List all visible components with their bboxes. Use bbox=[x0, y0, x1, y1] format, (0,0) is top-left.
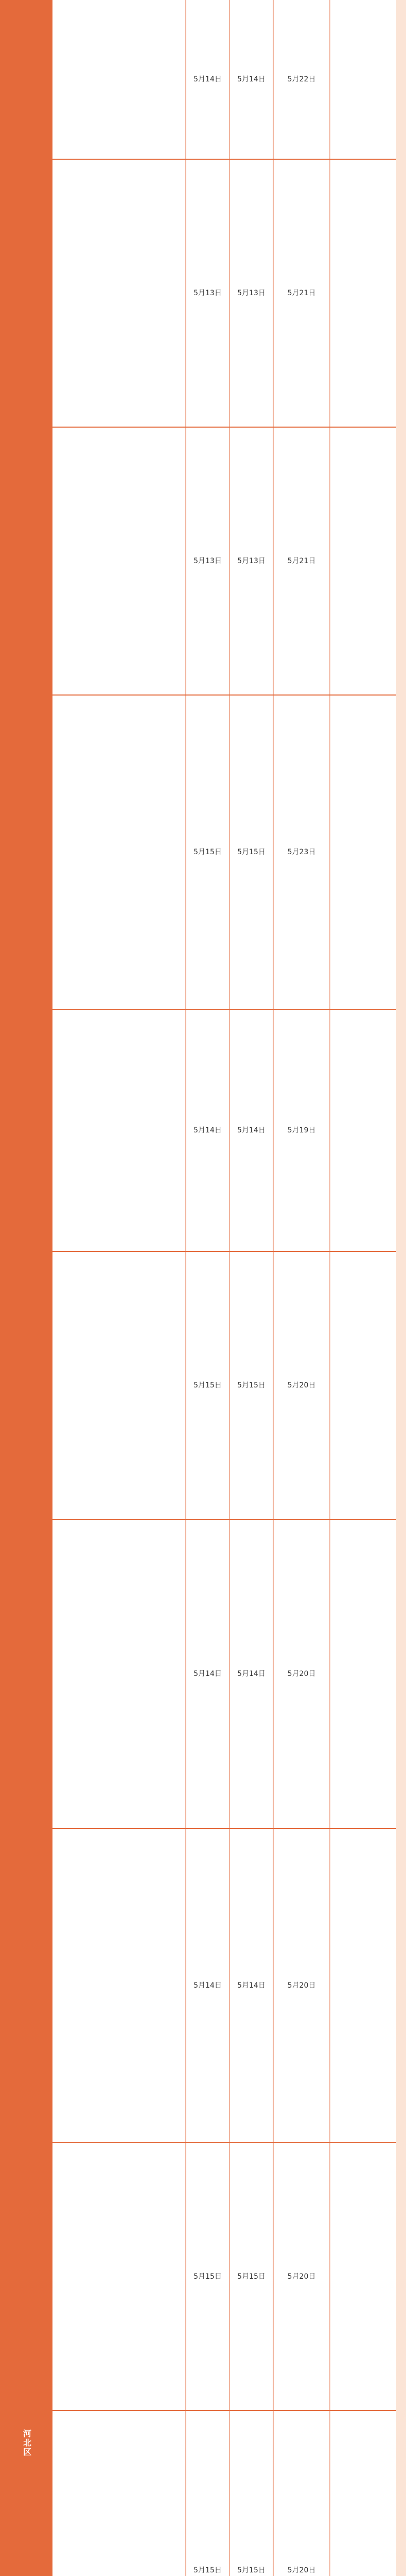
row-date-2: 5月13日 bbox=[230, 428, 274, 694]
row-name bbox=[52, 2411, 186, 2576]
row-date-1: 5月15日 bbox=[186, 1252, 230, 1519]
row-note bbox=[330, 1829, 397, 2142]
row-date-3: 5月19日 bbox=[274, 1010, 330, 1251]
row-date-1: 5月14日 bbox=[186, 1010, 230, 1251]
row-date-2: 5月14日 bbox=[230, 0, 274, 159]
table-row bbox=[52, 428, 397, 696]
district-hebeiqu-label: 河北区 bbox=[1, 1010, 52, 2576]
row-date-2: 5月14日 bbox=[230, 1010, 274, 1251]
table-row bbox=[52, 696, 397, 1010]
right-rail bbox=[396, 0, 406, 2576]
row-name bbox=[52, 2143, 186, 2410]
row-date-3: 5月21日 bbox=[274, 160, 330, 427]
row-name bbox=[52, 1252, 186, 1519]
row-date-3: 5月20日 bbox=[274, 1520, 330, 1828]
row-date-2: 5月14日 bbox=[230, 1520, 274, 1828]
row-date-3: 5月20日 bbox=[274, 1252, 330, 1519]
row-note bbox=[330, 1520, 397, 1828]
row-note bbox=[330, 0, 397, 159]
row-date-1: 5月15日 bbox=[186, 2411, 230, 2576]
table-row bbox=[52, 1252, 397, 1520]
table-sheet bbox=[22, 0, 398, 2576]
row-date-3: 5月20日 bbox=[274, 2411, 330, 2576]
row-date-2: 5月14日 bbox=[230, 1829, 274, 2142]
row-name bbox=[52, 428, 186, 694]
table-row bbox=[52, 1010, 397, 1252]
row-date-1: 5月14日 bbox=[186, 1520, 230, 1828]
row-date-3: 5月22日 bbox=[274, 0, 330, 159]
row-note bbox=[330, 1252, 397, 1519]
row-note bbox=[330, 696, 397, 1009]
row-date-2: 5月13日 bbox=[230, 160, 274, 427]
row-name bbox=[52, 160, 186, 427]
row-name bbox=[52, 1010, 186, 1251]
row-date-1: 5月15日 bbox=[186, 2143, 230, 2410]
row-date-1: 5月14日 bbox=[186, 0, 230, 159]
row-name bbox=[52, 0, 186, 159]
row-date-2: 5月15日 bbox=[230, 2411, 274, 2576]
row-date-2: 5月15日 bbox=[230, 2143, 274, 2410]
row-date-3: 5月20日 bbox=[274, 1829, 330, 2142]
table-row bbox=[52, 160, 397, 428]
row-name bbox=[52, 696, 186, 1009]
row-date-2: 5月15日 bbox=[230, 1252, 274, 1519]
table-row bbox=[52, 2143, 397, 2411]
table-row bbox=[52, 0, 397, 160]
row-note bbox=[330, 2411, 397, 2576]
row-date-1: 5月14日 bbox=[186, 1829, 230, 2142]
row-date-3: 5月20日 bbox=[274, 2143, 330, 2410]
table-row bbox=[52, 1520, 397, 1829]
row-date-3: 5月21日 bbox=[274, 428, 330, 694]
row-note bbox=[330, 428, 397, 694]
table-row bbox=[52, 1829, 397, 2143]
row-date-3: 5月23日 bbox=[274, 696, 330, 1009]
row-name bbox=[52, 1829, 186, 2142]
row-name bbox=[52, 1520, 186, 1828]
row-date-1: 5月13日 bbox=[186, 160, 230, 427]
table-row bbox=[52, 2411, 397, 2576]
row-date-1: 5月15日 bbox=[186, 696, 230, 1009]
row-note bbox=[330, 2143, 397, 2410]
row-note bbox=[330, 1010, 397, 1251]
row-note bbox=[330, 160, 397, 427]
row-date-2: 5月15日 bbox=[230, 696, 274, 1009]
row-date-1: 5月13日 bbox=[186, 428, 230, 694]
